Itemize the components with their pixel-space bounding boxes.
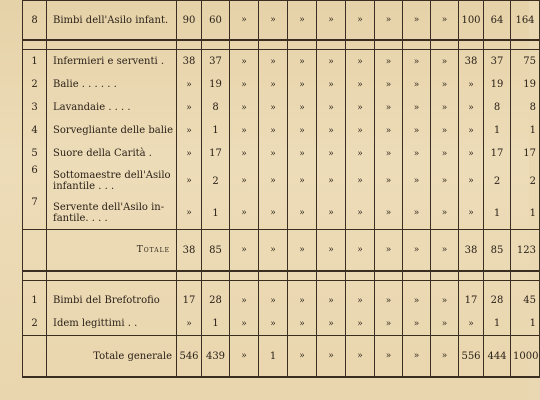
cell: »: [230, 142, 259, 165]
cell: »: [317, 289, 346, 312]
cell: »: [375, 230, 403, 272]
cell: »: [459, 312, 484, 336]
cell: 90: [177, 1, 202, 41]
spacer: [23, 281, 540, 290]
row-label: Infermieri e serventi .: [47, 50, 177, 74]
row-label: Servente dell'Asilo in-fantile. . . .: [47, 197, 177, 230]
cell: »: [230, 1, 259, 41]
cell: »: [259, 312, 288, 336]
cell: 1: [484, 197, 511, 230]
cell: »: [177, 165, 202, 197]
cell: »: [403, 73, 431, 96]
cell: »: [403, 96, 431, 119]
cell: »: [346, 289, 375, 312]
cell: »: [259, 50, 288, 74]
row-number: 2: [23, 73, 47, 96]
row-number: 6: [23, 165, 47, 197]
cell: 38: [177, 230, 202, 272]
cell: 85: [484, 230, 511, 272]
table-row: [23, 119, 540, 142]
cell: »: [431, 1, 459, 41]
cell: »: [288, 230, 317, 272]
cell: »: [288, 312, 317, 336]
row-number: 1: [23, 289, 47, 312]
cell: »: [403, 1, 431, 41]
cell: »: [403, 165, 431, 197]
row-number: 5: [23, 142, 47, 165]
cell: »: [288, 165, 317, 197]
cell: 1: [511, 197, 540, 230]
cell: »: [459, 96, 484, 119]
cell: »: [431, 197, 459, 230]
cell: »: [346, 50, 375, 74]
cell: 17: [202, 142, 230, 165]
cell: »: [403, 197, 431, 230]
cell: 444: [484, 336, 511, 378]
cell: »: [459, 197, 484, 230]
cell: »: [259, 119, 288, 142]
cell: »: [177, 119, 202, 142]
cell: 123: [511, 230, 540, 272]
cell: 85: [202, 230, 230, 272]
cell: »: [317, 336, 346, 378]
cell: 17: [459, 289, 484, 312]
row-label: Suore della Carità .: [47, 142, 177, 165]
cell: 1: [511, 312, 540, 336]
cell: »: [403, 50, 431, 74]
cell: »: [375, 119, 403, 142]
cell: 2: [484, 165, 511, 197]
cell: 164: [511, 1, 540, 41]
cell: 1: [259, 336, 288, 378]
cell: »: [317, 119, 346, 142]
cell: »: [317, 96, 346, 119]
cell: 19: [511, 73, 540, 96]
cell: »: [259, 230, 288, 272]
cell: »: [403, 119, 431, 142]
totale-row: [23, 230, 540, 272]
spacer: [23, 40, 540, 50]
cell: 2: [511, 165, 540, 197]
cell: »: [177, 73, 202, 96]
row-label: Bimbi del Brefotrofio: [47, 289, 177, 312]
cell: 8: [511, 96, 540, 119]
cell: »: [346, 73, 375, 96]
cell: »: [431, 119, 459, 142]
cell: »: [431, 73, 459, 96]
cell: »: [431, 312, 459, 336]
cell: »: [403, 312, 431, 336]
cell: 38: [459, 50, 484, 74]
table-row: [23, 197, 540, 230]
cell: »: [375, 96, 403, 119]
cell: »: [459, 165, 484, 197]
cell: »: [459, 142, 484, 165]
cell: »: [346, 230, 375, 272]
cell: »: [431, 289, 459, 312]
cell: »: [230, 50, 259, 74]
cell: »: [288, 119, 317, 142]
cell: 2: [202, 165, 230, 197]
row-label: Idem legittimi . .: [47, 312, 177, 336]
cell: »: [346, 96, 375, 119]
row-number: 1: [23, 50, 47, 74]
cell: »: [375, 289, 403, 312]
cell: »: [288, 289, 317, 312]
cell: »: [346, 197, 375, 230]
cell: »: [230, 312, 259, 336]
cell: 17: [511, 142, 540, 165]
cell: »: [288, 336, 317, 378]
cell: »: [346, 1, 375, 41]
cell: »: [346, 119, 375, 142]
row-number: 2: [23, 312, 47, 336]
cell: 1: [202, 312, 230, 336]
totale-generale-label: Totale generale: [47, 336, 177, 378]
cell: »: [317, 50, 346, 74]
cell: 17: [177, 289, 202, 312]
cell: »: [459, 73, 484, 96]
table-row: [23, 96, 540, 119]
cell: 17: [484, 142, 511, 165]
cell: 1000: [511, 336, 540, 378]
cell: »: [230, 165, 259, 197]
cell: »: [288, 73, 317, 96]
cell: 100: [459, 1, 484, 41]
cell: 64: [484, 1, 511, 41]
cell: »: [431, 165, 459, 197]
cell: 1: [484, 119, 511, 142]
cell: »: [317, 142, 346, 165]
cell: »: [259, 197, 288, 230]
cell: 37: [202, 50, 230, 74]
cell: »: [259, 289, 288, 312]
cell: »: [403, 230, 431, 272]
table-row: [23, 165, 540, 197]
cell: »: [317, 197, 346, 230]
cell: 1: [202, 197, 230, 230]
cell: »: [230, 336, 259, 378]
row-number: 8: [23, 1, 47, 41]
cell: »: [375, 312, 403, 336]
cell: »: [431, 336, 459, 378]
cell: »: [346, 312, 375, 336]
row-label: Sottomaestre dell'Asilo infantile . . .: [47, 165, 177, 197]
census-table: [22, 0, 540, 378]
cell: »: [317, 165, 346, 197]
cell: »: [177, 312, 202, 336]
cell: »: [230, 197, 259, 230]
cell: »: [375, 1, 403, 41]
table-row: [23, 289, 540, 312]
totale-label: Totale: [47, 230, 177, 272]
cell: »: [403, 289, 431, 312]
cell: »: [288, 197, 317, 230]
cell: »: [431, 230, 459, 272]
table-row: [23, 73, 540, 96]
cell: »: [403, 142, 431, 165]
cell: »: [375, 142, 403, 165]
cell: 439: [202, 336, 230, 378]
cell: »: [375, 165, 403, 197]
cell: »: [259, 1, 288, 41]
cell: »: [346, 165, 375, 197]
section-divider: [23, 271, 540, 281]
cell: 8: [484, 96, 511, 119]
cell: 75: [511, 50, 540, 74]
row-label: Lavandaie . . . .: [47, 96, 177, 119]
row-number: 3: [23, 96, 47, 119]
cell: »: [403, 336, 431, 378]
row-number: 4: [23, 119, 47, 142]
cell: 546: [177, 336, 202, 378]
cell: »: [346, 336, 375, 378]
cell: »: [177, 197, 202, 230]
table-row: [23, 50, 540, 74]
cell: »: [259, 165, 288, 197]
cell: »: [317, 1, 346, 41]
cell: 38: [459, 230, 484, 272]
totale-generale-row: [23, 336, 540, 378]
cell: »: [375, 73, 403, 96]
cell: »: [259, 73, 288, 96]
cell: »: [431, 96, 459, 119]
cell: 28: [202, 289, 230, 312]
cell: »: [375, 197, 403, 230]
cell: »: [459, 119, 484, 142]
cell: 1: [484, 312, 511, 336]
cell: »: [230, 230, 259, 272]
cell: »: [346, 142, 375, 165]
row-asilo-infant: [23, 1, 540, 41]
cell: »: [177, 142, 202, 165]
cell: »: [230, 96, 259, 119]
cell: 60: [202, 1, 230, 41]
cell: »: [431, 142, 459, 165]
row-label: Bimbi dell'Asilo infant.: [47, 1, 177, 41]
cell: »: [259, 142, 288, 165]
cell: »: [288, 96, 317, 119]
cell: »: [259, 96, 288, 119]
table-row: [23, 142, 540, 165]
cell: »: [317, 73, 346, 96]
cell: »: [317, 312, 346, 336]
cell: 45: [511, 289, 540, 312]
cell: »: [230, 73, 259, 96]
cell: »: [431, 50, 459, 74]
cell: »: [317, 230, 346, 272]
row-number: 7: [23, 197, 47, 230]
row-label: Balie . . . . . .: [47, 73, 177, 96]
cell: 8: [202, 96, 230, 119]
cell: 38: [177, 50, 202, 74]
cell: »: [230, 289, 259, 312]
cell: »: [375, 336, 403, 378]
cell: »: [288, 50, 317, 74]
cell: »: [288, 1, 317, 41]
cell: 19: [202, 73, 230, 96]
cell: 1: [511, 119, 540, 142]
cell: »: [375, 50, 403, 74]
cell: 1: [202, 119, 230, 142]
cell: 37: [484, 50, 511, 74]
cell: »: [177, 96, 202, 119]
cell: 19: [484, 73, 511, 96]
row-label: Sorvegliante delle balie: [47, 119, 177, 142]
cell: »: [288, 142, 317, 165]
cell: »: [230, 119, 259, 142]
cell: 556: [459, 336, 484, 378]
table-row: [23, 312, 540, 336]
cell: 28: [484, 289, 511, 312]
